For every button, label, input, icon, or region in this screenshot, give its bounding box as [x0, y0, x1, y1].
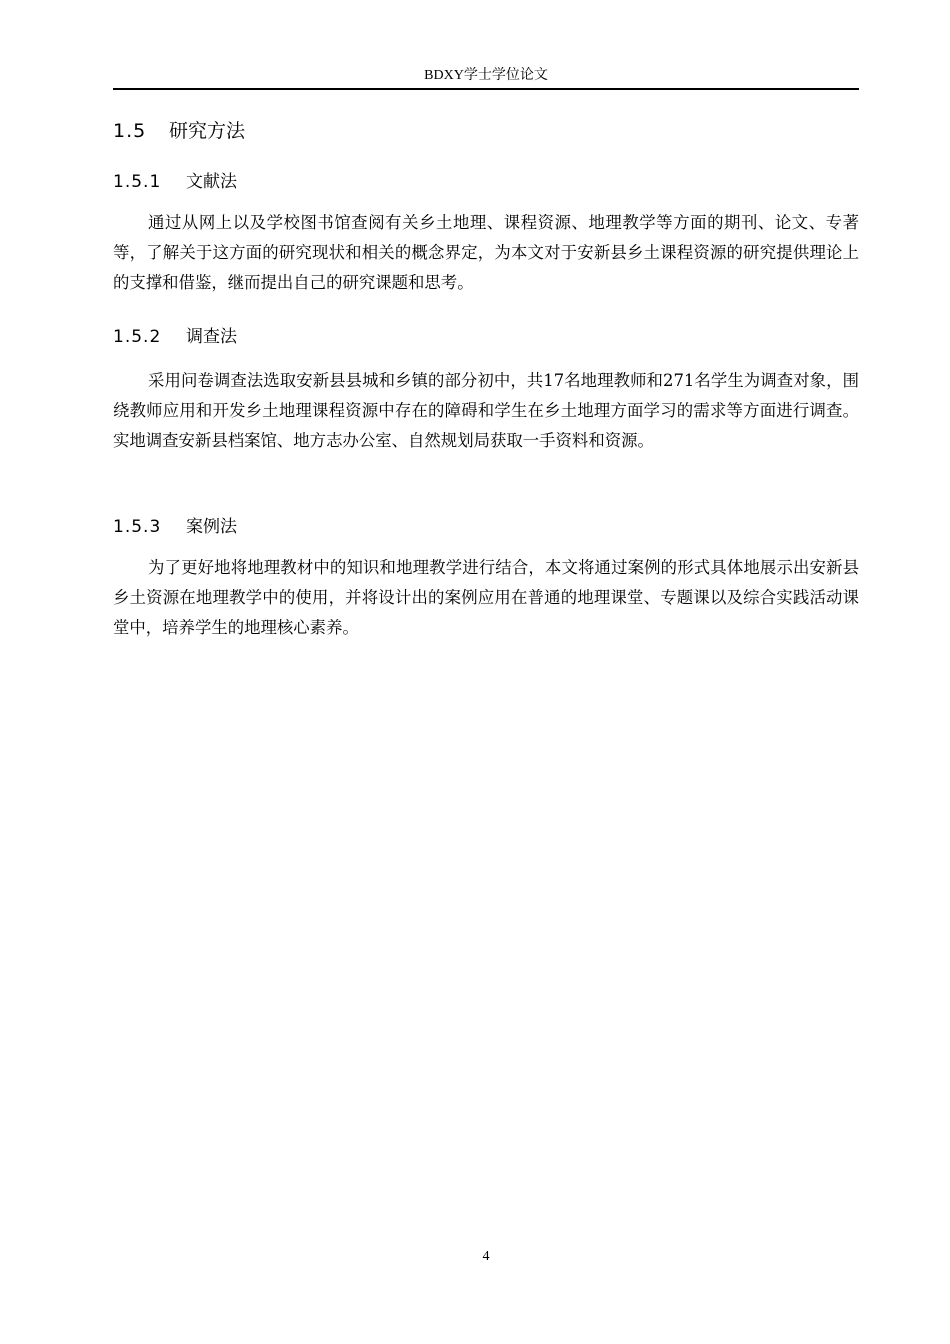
subsection-title: 文献法 [186, 172, 237, 192]
subsection-title: 调查法 [186, 327, 237, 347]
subsection-heading-case [113, 515, 237, 539]
subsection-title: 案例法 [186, 517, 237, 537]
paragraph-case: 为了更好地将地理教材中的知识和地理教学进行结合，本文将通过案例的形式具体地展示出安新县乡土资源在地理教学中的使用，并将设计出的案例应用在普通的地理课堂、专题课以及综合实践活动课堂中，培养学生的地理核心素养。 [113, 558, 859, 637]
subsection-number: 1.5.1 [113, 172, 162, 192]
section-heading [113, 118, 245, 144]
section-number: 1.5 [113, 120, 147, 142]
subsection-heading-literature [113, 170, 237, 194]
running-header: BDXY学士学位论文 [424, 68, 548, 83]
subsection-number: 1.5.3 [113, 517, 162, 537]
paragraph-literature: 通过从网上以及学校图书馆查阅有关乡土地理、课程资源、地理教学等方面的期刊、论文、专著等，了解关于这方面的研究现状和相关的概念界定，为本文对于安新县乡土课程资源的研究提供理论上的支撑和借鉴，继而提出自己的研究课题和思考。 [113, 213, 859, 292]
subsection-number: 1.5.2 [113, 327, 162, 347]
paragraph-survey: 采用问卷调查法选取安新县县城和乡镇的部分初中，共17名地理教师和271名学生为调查对象，围绕教师应用和开发乡土地理课程资源中存在的障碍和学生在乡土地理方面学习的需求等方面进行调查。实地调查安新县档案馆、地方志办公室、自然规划局获取一手资料和资源。 [113, 371, 859, 450]
header-rule [113, 88, 859, 90]
page-number: 4 [482, 1249, 490, 1264]
section-title: 研究方法 [169, 120, 246, 142]
subsection-heading-survey [113, 325, 237, 349]
